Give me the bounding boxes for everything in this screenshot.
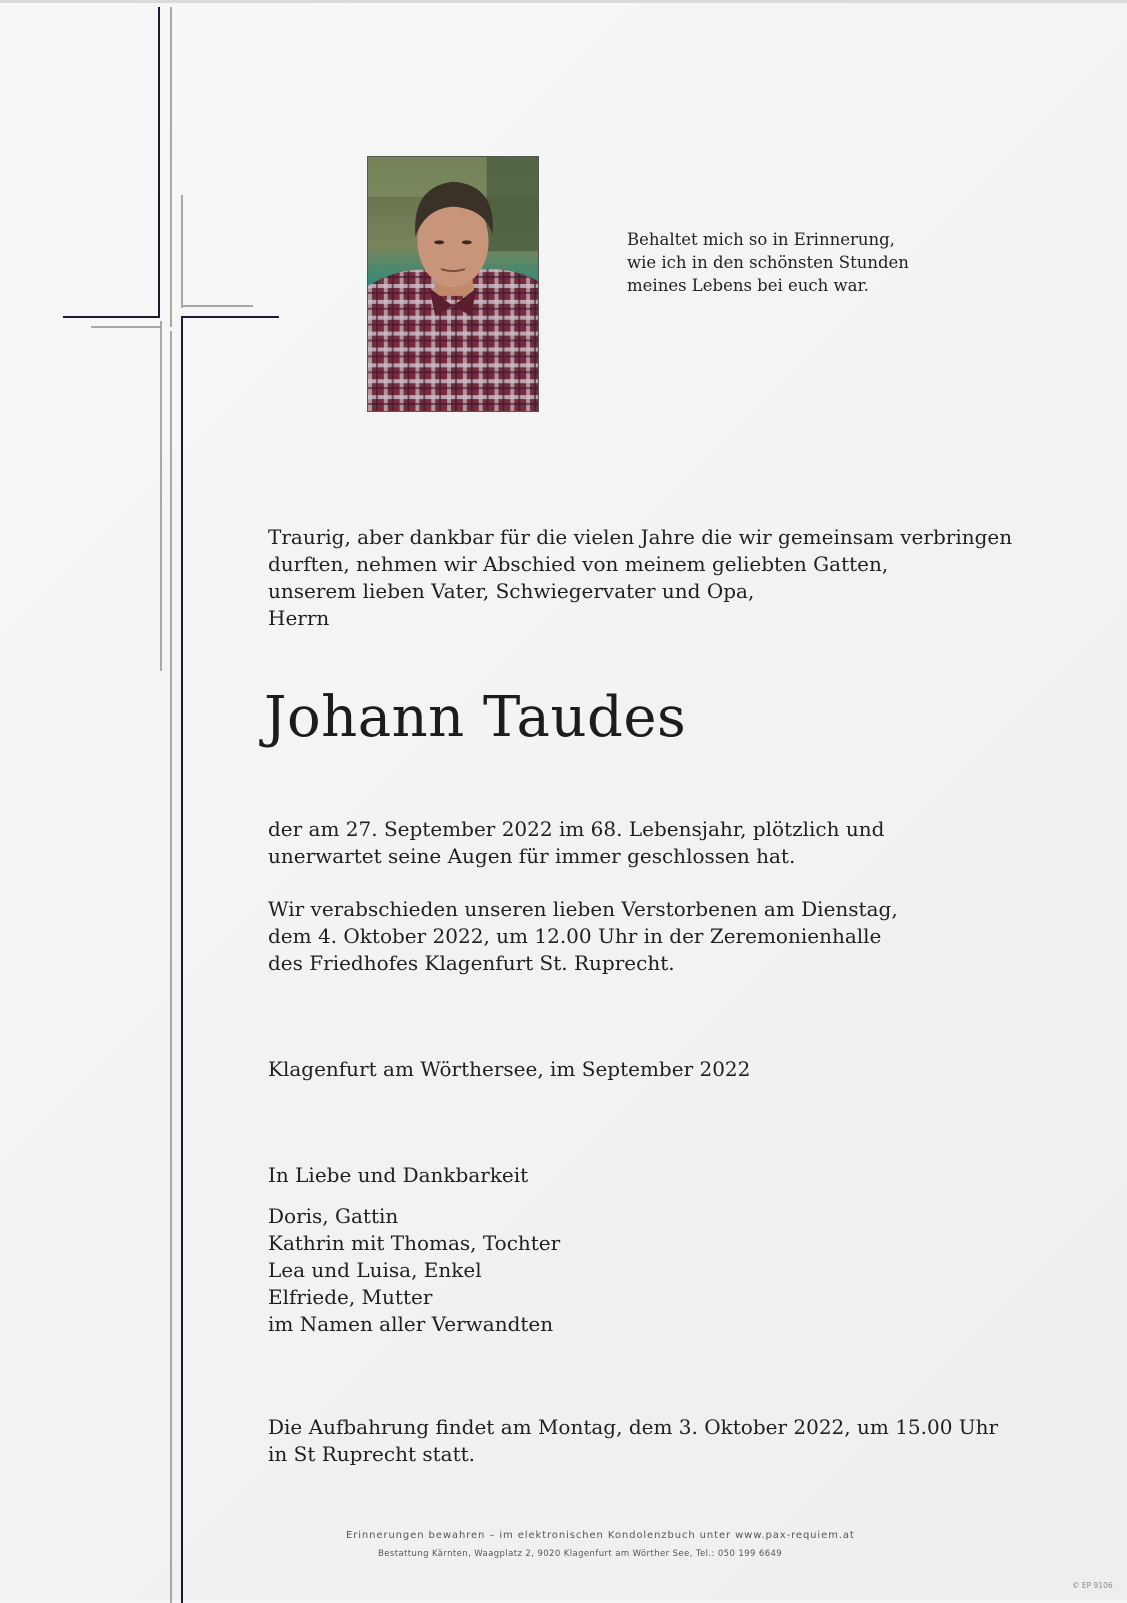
cross-vertical-dark-bottom (181, 316, 183, 1603)
farewell-line: Wir verabschieden unseren lieben Verstorbenen am Dienstag, (268, 897, 898, 921)
cross-vertical-grey-top (170, 7, 172, 327)
quote-line: Behaltet mich so in Erinnerung, (627, 230, 895, 249)
quote-line: meines Lebens bei euch war. (627, 276, 869, 295)
viewing-paragraph (268, 1414, 998, 1468)
death-notice-line: unerwartet seine Augen für immer geschlossen hat. (268, 844, 796, 868)
template-code: © EP 9106 (1072, 1581, 1113, 1590)
mourner-item: Lea und Luisa, Enkel (268, 1258, 482, 1282)
portrait-photo (367, 156, 539, 412)
farewell-paragraph (268, 896, 898, 977)
intro-paragraph (268, 524, 1012, 632)
quote-line: wie ich in den schönsten Stunden (627, 253, 909, 272)
memorial-quote (627, 228, 927, 297)
cross-horizontal-dark-right (181, 316, 279, 318)
death-notice-paragraph (268, 816, 884, 870)
mourner-item: Doris, Gattin (268, 1204, 399, 1228)
farewell-line: dem 4. Oktober 2022, um 12.00 Uhr in der Zeremonienhalle (268, 924, 882, 948)
cross-vertical-dark-top (158, 7, 160, 318)
death-notice-line: der am 27. September 2022 im 68. Lebensjahr, plötzlich und (268, 817, 885, 841)
mourner-item: Kathrin mit Thomas, Tochter (268, 1231, 561, 1255)
closing-phrase (268, 1162, 528, 1189)
deceased-name: Johann Taudes (264, 685, 687, 750)
cross-horizontal-grey-right (182, 305, 253, 307)
viewing-line: Die Aufbahrung findet am Montag, dem 3. Oktober 2022, um 15.00 Uhr (268, 1415, 999, 1439)
cross-horizontal-dark-left (63, 316, 159, 318)
mourner-item: im Namen aller Verwandten (268, 1312, 554, 1336)
farewell-line: des Friedhofes Klagenfurt St. Ruprecht. (268, 951, 675, 975)
intro-line: Traurig, aber dankbar für die vielen Jahre die wir gemeinsam verbringen (268, 525, 1013, 549)
footer-condolence-note: Erinnerungen bewahren – im elektronischen Kondolenzbuch unter www.pax-requiem.at (346, 1530, 855, 1541)
viewing-line: in St Ruprecht statt. (268, 1442, 476, 1466)
cross-vertical-grey-inner (181, 195, 183, 308)
closing-text: In Liebe und Dankbarkeit (268, 1163, 529, 1187)
place-date-text: Klagenfurt am Wörthersee, im September 2022 (268, 1057, 751, 1081)
cross-horizontal-grey-left (91, 326, 161, 328)
mourner-item: Elfriede, Mutter (268, 1285, 433, 1309)
place-date (268, 1056, 750, 1083)
intro-line: durften, nehmen wir Abschied von meinem geliebten Gatten, (268, 552, 889, 576)
portrait-image (368, 157, 538, 411)
cross-vertical-grey-left (160, 321, 162, 671)
cross-vertical-grey-bottom (170, 331, 172, 1603)
mourners-list (268, 1203, 560, 1338)
footer-address: Bestattung Kärnten, Waagplatz 2, 9020 Klagenfurt am Wörther See, Tel.: 050 199 6649 (378, 1549, 783, 1559)
intro-line: Herrn (268, 606, 330, 630)
intro-line: unserem lieben Vater, Schwiegervater und Opa, (268, 579, 755, 603)
